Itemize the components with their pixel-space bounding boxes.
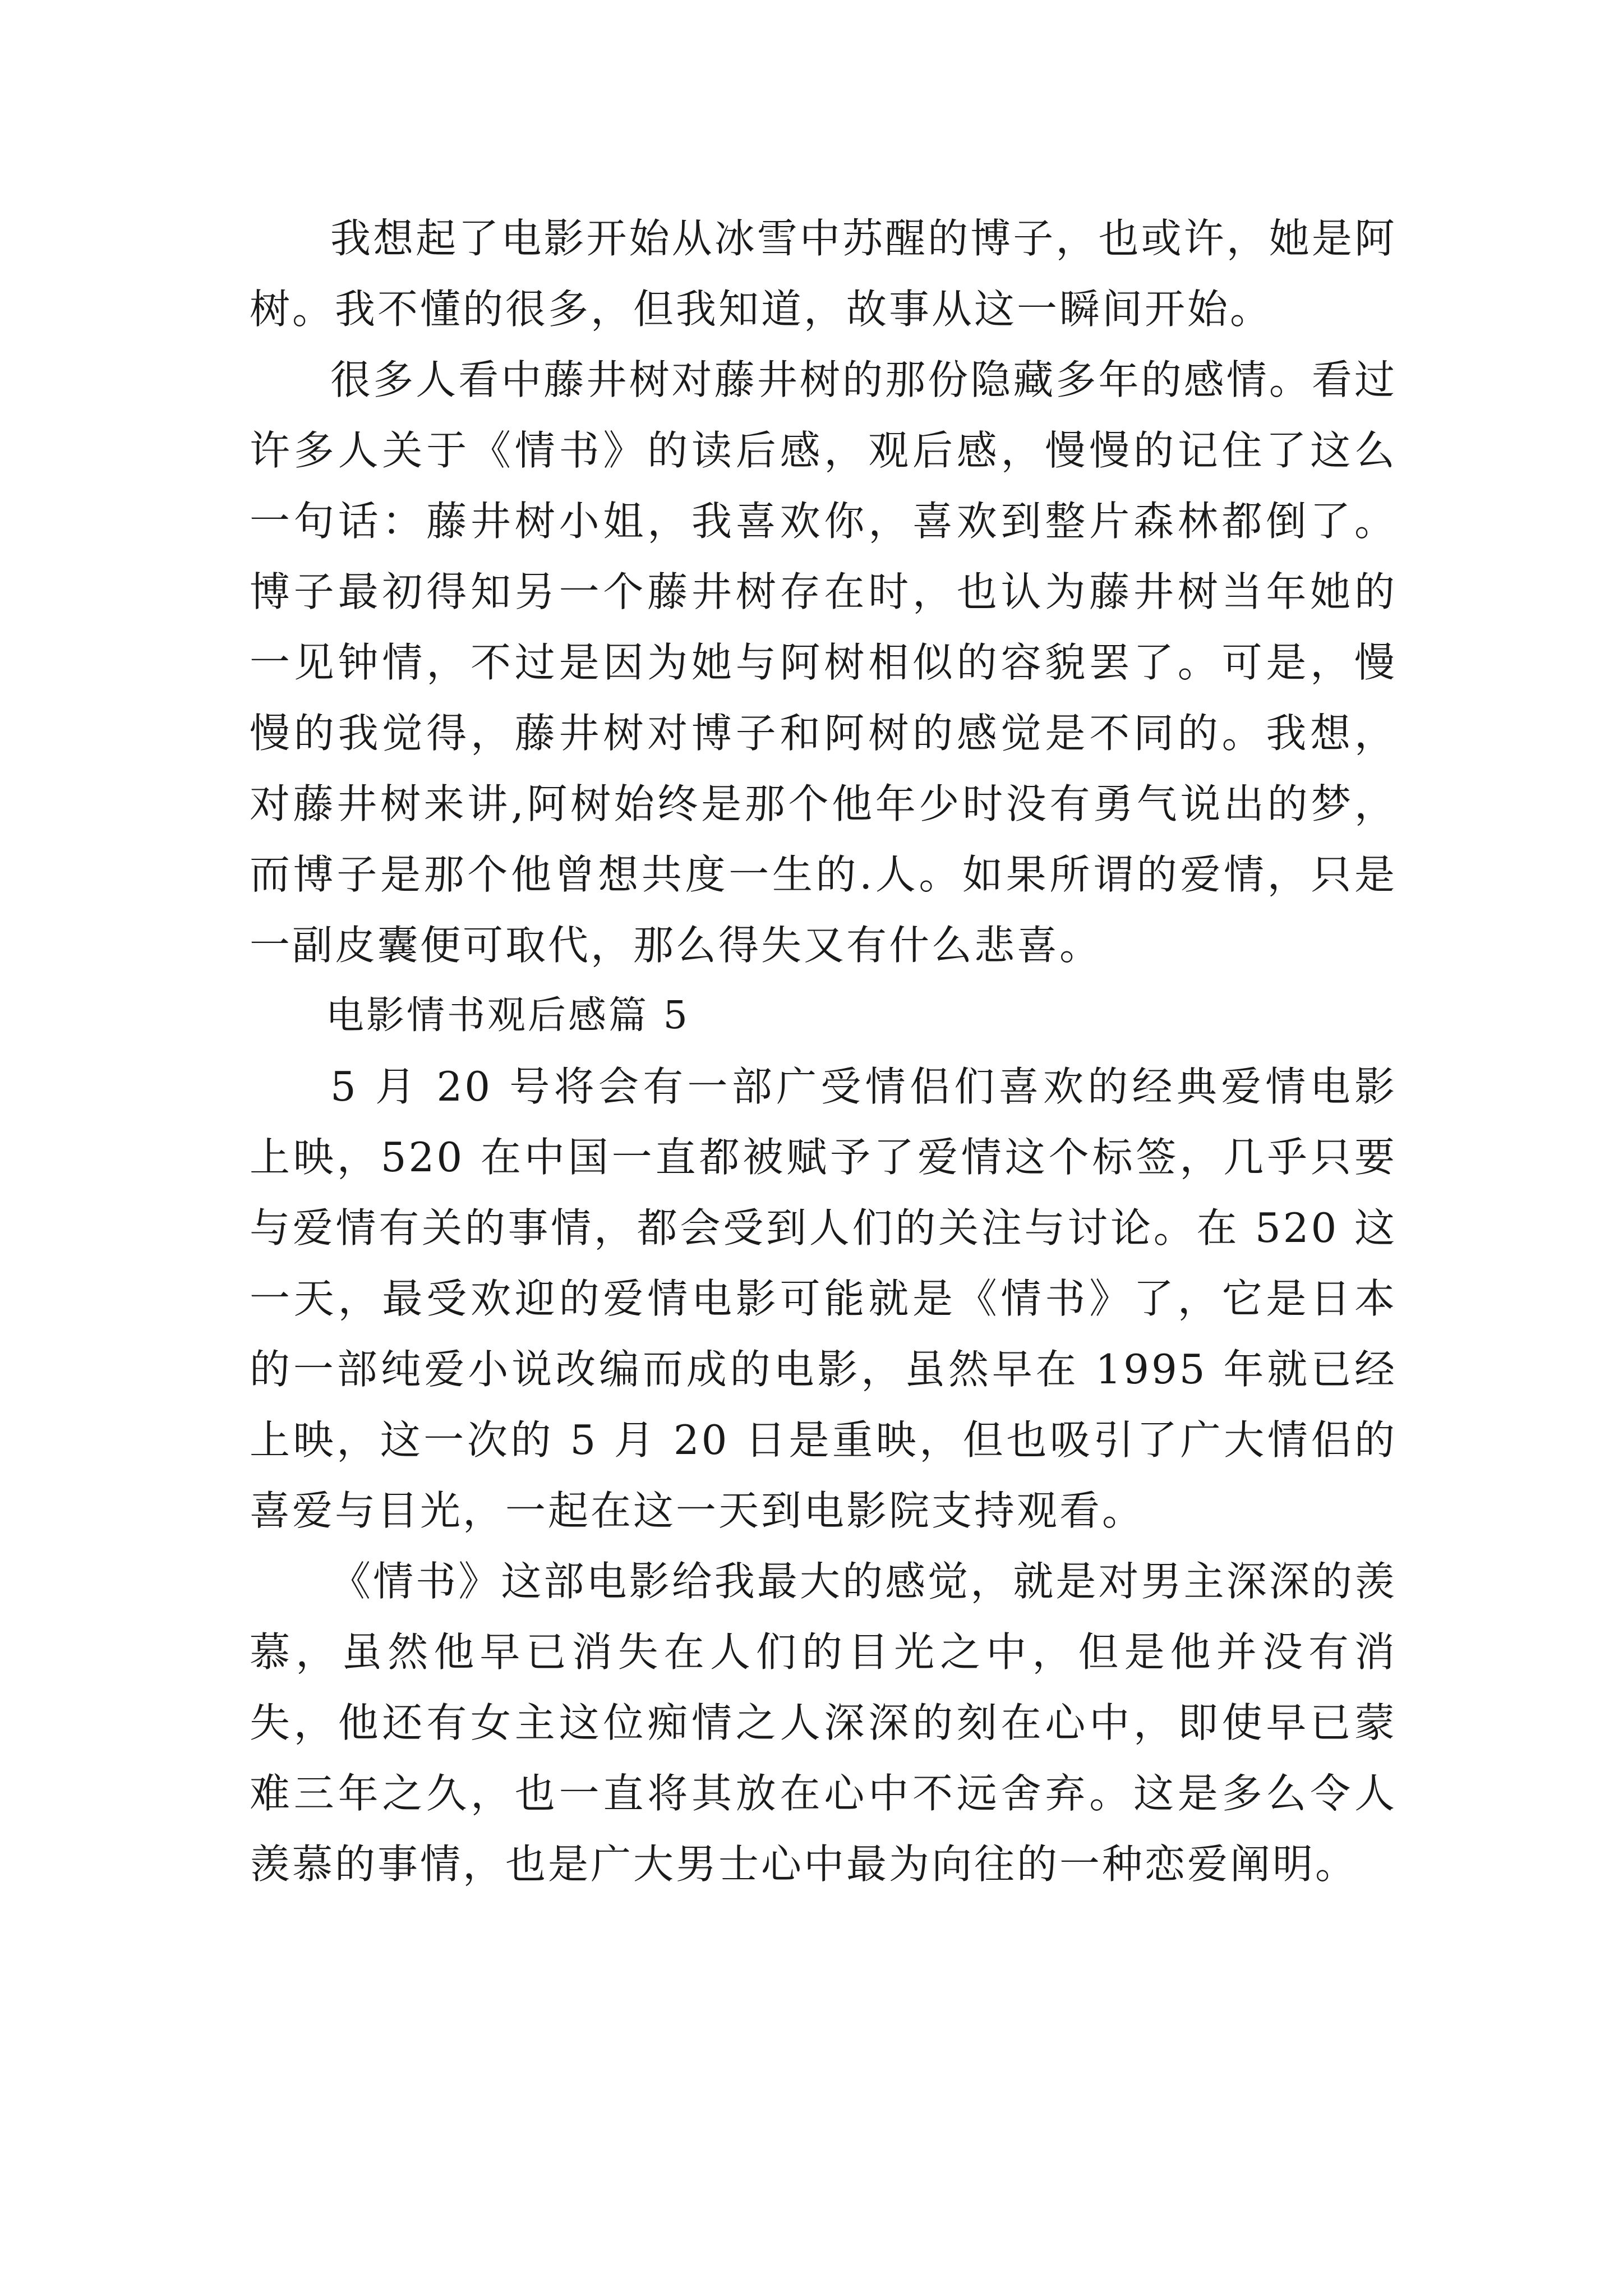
paragraph-letter-reflection: 很多人看中藤井树对藤井树的那份隐藏多年的感情。看过许多人关于《情书》的读后感，观后感，慢慢的记住了这么一句话：藤井树小姐，我喜欢你，喜欢到整片森林都倒了。博子最初得知另一个藤井树存在时，也认为藤井树当年她的一见钟情，不过是因为她与阿树相似的容貌罢了。可是，慢慢的我觉得，藤井树对博子和阿树的感觉是不同的。我想，对藤井树来讲,阿树始终是那个他年少时没有勇气说出的梦，而博子是那个他曾想共度一生的.人。如果所谓的爱情，只是一副皮囊便可取代，那么得失又有什么悲喜。 — [250, 356, 1397, 969]
paragraph-opening: 我想起了电影开始从冰雪中苏醒的博子，也或许，她是阿树。我不懂的很多，但我知道，故事从这一瞬间开始。 — [250, 215, 1397, 333]
section-heading: 电影情书观后感篇 5 — [326, 993, 690, 1038]
paragraph-520-rerelease: 5 月 20 号将会有一部广受情侣们喜欢的经典爱情电影上映，520 在中国一直都被赋予了爱情这个标签，几乎只要与爱情有关的事情，都会受到人们的关注与讨论。在 520 这一天，最受欢迎的爱情电影可能就是《情书》了，它是日本的一部纯爱小说改编而成的电影，虽然早在 1995 年就已经上映，这一次的 5 月 20 日是重映，但也吸引了广大情侣的喜爱与目光，一起在这一天到电影院支持观看。 — [250, 1063, 1397, 1534]
document-body — [250, 203, 1397, 1899]
paragraph-envy-of-lead: 《情书》这部电影给我最大的感觉，就是对男主深深的羡慕，虽然他早已消失在人们的目光之中，但是他并没有消失，他还有女主这位痴情之人深深的刻在心中，即使早已蒙难三年之久，也一直将其放在心中不远舍弃。这是多么令人羡慕的事情，也是广大男士心中最为向往的一种恋爱阐明。 — [250, 1558, 1397, 1888]
